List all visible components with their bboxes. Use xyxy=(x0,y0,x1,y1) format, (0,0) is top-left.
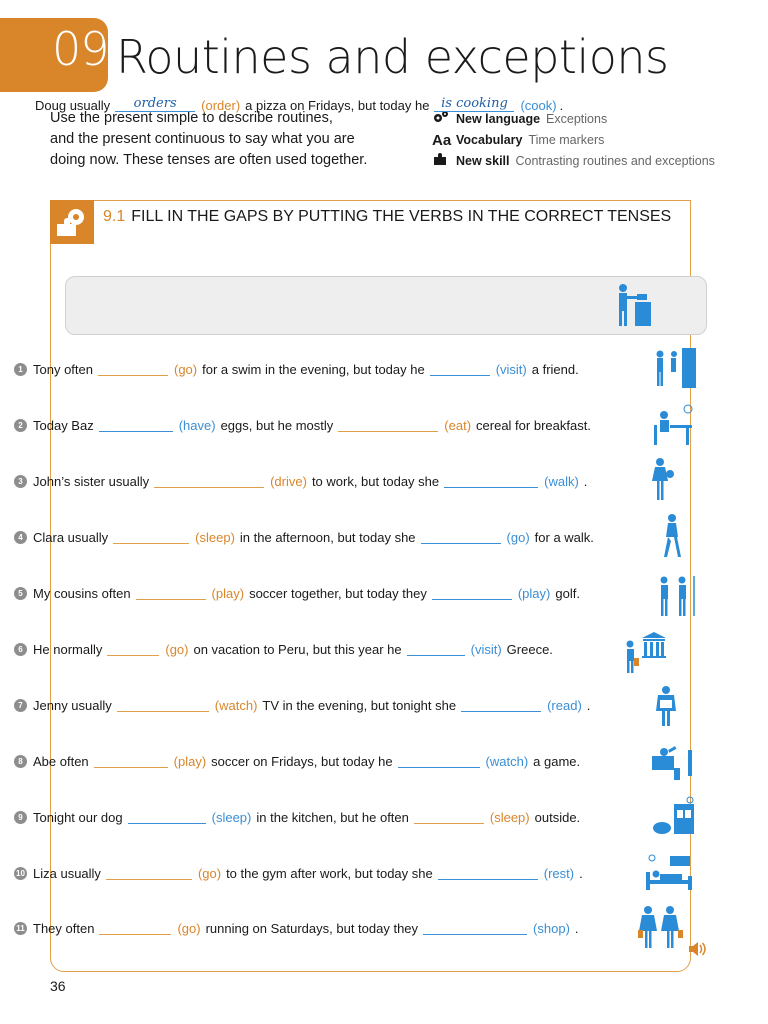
exercise-item xyxy=(14,359,581,379)
answer-filled: is cooking xyxy=(434,98,514,112)
sentence-text: a friend. xyxy=(531,361,579,377)
verb-cue: (go) xyxy=(177,920,201,936)
verb-cue: (sleep) xyxy=(195,529,235,545)
sentence-text: . xyxy=(574,920,579,936)
travel-icon xyxy=(620,630,668,674)
exercise-item xyxy=(14,807,582,827)
verb-cue: (walk) xyxy=(544,473,579,489)
answer-filled: orders xyxy=(115,98,195,112)
answer-gap[interactable] xyxy=(117,698,209,712)
audio-icon[interactable] xyxy=(687,940,707,958)
reading-icon xyxy=(652,684,680,728)
item-number: 7 xyxy=(14,699,27,712)
exercise-title xyxy=(103,208,671,226)
person-walking-icon xyxy=(660,512,684,560)
sentence-text: TV in the evening, but tonight she xyxy=(262,697,457,713)
meta-value: Time markers xyxy=(528,133,605,147)
answer-gap[interactable] xyxy=(99,418,173,432)
item-number: 9 xyxy=(14,811,27,824)
verb-cue: (play) xyxy=(211,585,245,601)
sentence-text: a pizza on Fridays, but today he xyxy=(245,97,430,113)
sentence-text: . xyxy=(586,697,591,713)
sentence-text: golf. xyxy=(555,585,580,601)
meta-value: Contrasting routines and exceptions xyxy=(515,154,715,168)
sentence-text: They often xyxy=(33,920,95,936)
sentence-text: on vacation to Peru, but this year he xyxy=(193,641,402,657)
exercise-item xyxy=(14,751,582,771)
item-number: 2 xyxy=(14,419,27,432)
page-number: 36 xyxy=(50,978,66,994)
item-number: 3 xyxy=(14,475,27,488)
item-number: 5 xyxy=(14,587,27,600)
example-sentence xyxy=(33,95,563,115)
page-title: Routines and exceptions xyxy=(116,30,669,84)
verb-cue: (sleep) xyxy=(211,809,252,825)
answer-gap[interactable] xyxy=(154,474,264,488)
meta-label: Vocabulary xyxy=(456,133,523,147)
exercise-item xyxy=(14,863,585,883)
exercise-number: 9.1 xyxy=(103,208,126,225)
answer-gap[interactable] xyxy=(444,474,538,488)
answer-gap[interactable] xyxy=(98,362,168,376)
verb-cue: (read) xyxy=(547,697,582,713)
verb-cue: (play) xyxy=(173,753,207,769)
sentence-text: Doug usually xyxy=(35,97,111,113)
exercise-item xyxy=(14,471,589,491)
answer-gap[interactable] xyxy=(398,754,480,768)
woman-walking-icon xyxy=(650,456,678,502)
exercise-item xyxy=(14,639,555,659)
verb-cue: (go) xyxy=(506,529,530,545)
exercise-badge xyxy=(50,200,94,244)
verb-cue: (shop) xyxy=(533,920,570,936)
intro-text xyxy=(50,108,390,171)
watching-game-icon xyxy=(650,744,696,782)
verb-cue: (watch) xyxy=(214,697,258,713)
answer-gap[interactable] xyxy=(414,810,484,824)
answer-gap[interactable] xyxy=(438,866,538,880)
answer-gap[interactable] xyxy=(106,866,192,880)
item-number: 1 xyxy=(14,363,27,376)
item-number: 8 xyxy=(14,755,27,768)
verb-cue: (go) xyxy=(197,865,222,881)
exercise-item xyxy=(14,695,592,715)
meta-value: Exceptions xyxy=(546,112,608,126)
item-number: 10 xyxy=(14,867,27,880)
sentence-text: Jenny usually xyxy=(33,697,112,713)
sentence-text: soccer on Fridays, but today he xyxy=(211,753,393,769)
breakfast-icon xyxy=(652,403,696,447)
answer-gap[interactable] xyxy=(128,810,206,824)
verb-cue: (drive) xyxy=(270,473,307,489)
verb-cue: (visit) xyxy=(470,641,502,657)
exercise-item xyxy=(14,583,582,603)
item-number: 11 xyxy=(14,922,27,935)
exercise-item xyxy=(14,918,581,938)
puzzle-gear-icon xyxy=(54,204,90,240)
sentence-text: to the gym after work, but today she xyxy=(226,865,433,881)
sentence-text: in the afternoon, but today she xyxy=(239,529,416,545)
verb-cue: (visit) xyxy=(495,361,527,377)
verb-cue: (go) xyxy=(174,361,198,377)
verb-cue: (cook) xyxy=(520,97,557,113)
item-number: 6 xyxy=(14,643,27,656)
answer-gap[interactable] xyxy=(461,698,541,712)
exercise-item xyxy=(14,527,596,547)
answer-gap[interactable] xyxy=(99,921,171,935)
meta-new-skill xyxy=(432,151,715,172)
sentence-text: Tony often xyxy=(33,361,93,377)
dog-kitchen-icon xyxy=(652,796,696,836)
sentence-text: soccer together, but today they xyxy=(249,585,427,601)
sentence-text: Greece. xyxy=(506,641,553,657)
verb-cue: (eat) xyxy=(444,417,472,433)
example-box xyxy=(65,276,707,335)
sentence-text: Clara usually xyxy=(33,529,109,545)
sentence-text: cereal for breakfast. xyxy=(476,417,591,433)
unit-meta xyxy=(432,109,715,172)
verb-cue: (play) xyxy=(517,585,551,601)
aa-icon: Aa xyxy=(432,132,452,149)
answer-gap[interactable] xyxy=(94,754,168,768)
sentence-text: for a swim in the evening, but today he xyxy=(202,361,425,377)
intro-line: and the present continuous to say what you are xyxy=(50,131,355,147)
verb-cue: (watch) xyxy=(485,753,529,769)
answer-gap[interactable] xyxy=(338,418,438,432)
sentence-text: Abe often xyxy=(33,753,89,769)
verb-cue: (rest) xyxy=(543,865,575,881)
verb-cue: (sleep) xyxy=(489,809,530,825)
verb-cue: (order) xyxy=(201,97,241,113)
answer-gap[interactable] xyxy=(107,642,159,656)
sentence-text: to work, but today she xyxy=(311,473,440,489)
sentence-text: John’s sister usually xyxy=(33,473,150,489)
answer-gap[interactable] xyxy=(407,642,465,656)
visit-friend-icon xyxy=(652,346,698,390)
answer-gap[interactable] xyxy=(423,921,527,935)
exercise-item xyxy=(14,415,593,435)
answer-gap[interactable] xyxy=(432,586,512,600)
item-number: 4 xyxy=(14,531,27,544)
exercise-instruction: FILL IN THE GAPS BY PUTTING THE VERBS IN THE CORRECT TENSES xyxy=(131,208,672,225)
answer-gap[interactable] xyxy=(136,586,206,600)
sentence-text: He normally xyxy=(33,641,103,657)
sentence-text: for a walk. xyxy=(534,529,594,545)
sentence-text: a game. xyxy=(533,753,581,769)
answer-gap[interactable] xyxy=(113,530,189,544)
unit-number: 09 xyxy=(52,22,109,76)
shopping-icon xyxy=(638,904,684,950)
sentence-text: outside. xyxy=(534,809,581,825)
sentence-text: . xyxy=(583,473,588,489)
meta-label: New skill xyxy=(456,154,510,168)
puzzle-icon xyxy=(432,151,456,172)
sentence-text: Liza usually xyxy=(33,865,101,881)
golfers-icon xyxy=(654,574,698,618)
verb-cue: (go) xyxy=(165,641,189,657)
resting-icon xyxy=(644,852,694,894)
sentence-text: running on Saturdays, but today they xyxy=(205,920,419,936)
cooking-person-icon xyxy=(613,282,653,328)
sentence-text: . xyxy=(579,865,583,881)
sentence-text: Today Baz xyxy=(33,417,94,433)
verb-cue: (have) xyxy=(178,417,216,433)
meta-label: New language xyxy=(456,112,541,126)
answer-gap[interactable] xyxy=(421,530,501,544)
meta-vocabulary xyxy=(432,130,715,151)
sentence-text: in the kitchen, but he often xyxy=(256,809,409,825)
intro-line: Use the present simple to describe routines, xyxy=(50,110,333,126)
answer-gap[interactable] xyxy=(430,362,490,376)
sentence-text: My cousins often xyxy=(33,585,131,601)
sentence-text: Tonight our dog xyxy=(33,809,123,825)
sentence-text: . xyxy=(559,97,564,113)
intro-line: doing now. These tenses are often used together. xyxy=(50,152,368,168)
sentence-text: eggs, but he mostly xyxy=(220,417,334,433)
